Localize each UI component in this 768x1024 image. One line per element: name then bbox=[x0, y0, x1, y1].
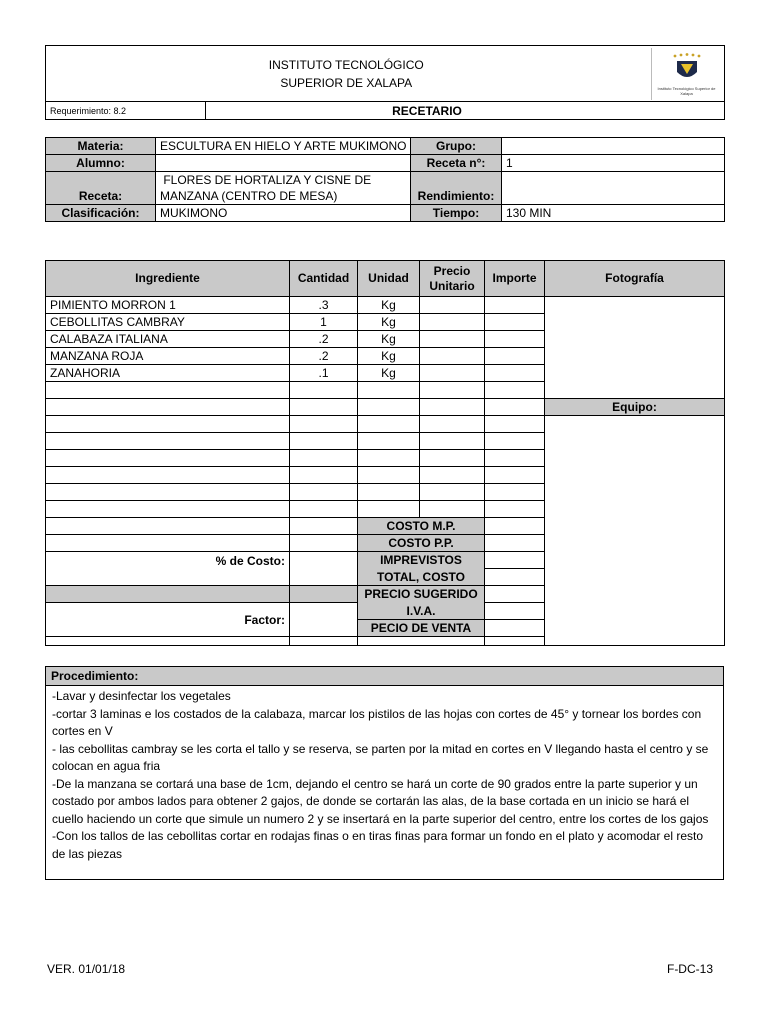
empty-cell[interactable] bbox=[485, 450, 545, 467]
institute-line-2: SUPERIOR DE XALAPA bbox=[280, 75, 413, 90]
empty-cell[interactable] bbox=[290, 433, 358, 450]
total-costo-value[interactable] bbox=[485, 569, 545, 586]
receta-label: Receta: bbox=[46, 172, 156, 205]
empty-cell[interactable] bbox=[358, 433, 420, 450]
procedure-step: -Lavar y desinfectar los vegetales bbox=[52, 689, 231, 703]
imprevistos-label: IMPREVISTOS bbox=[358, 552, 485, 569]
empty-cell[interactable] bbox=[46, 467, 290, 484]
empty-cell[interactable] bbox=[46, 501, 290, 518]
ingredient-amount[interactable] bbox=[485, 314, 545, 331]
procedure-step: -cortar 3 laminas e los costados de la calabaza, marcar los pistilos de las hojas con cortes de 45° y tornear los bordes con cortes en V bbox=[52, 706, 702, 738]
ingredients-table bbox=[45, 260, 725, 646]
empty-cell[interactable] bbox=[420, 501, 485, 518]
empty-cell[interactable] bbox=[290, 382, 358, 399]
ingredient-name[interactable]: MANZANA ROJA bbox=[46, 348, 290, 365]
col-cantidad: Cantidad bbox=[290, 261, 358, 297]
receta-value-line-1: FLORES DE HORTALIZA Y CISNE DE bbox=[160, 173, 372, 187]
empty-cell[interactable] bbox=[485, 484, 545, 501]
empty-cell[interactable] bbox=[290, 518, 358, 535]
empty-cell[interactable] bbox=[420, 467, 485, 484]
empty-cell[interactable] bbox=[290, 416, 358, 433]
form-title: RECETARIO bbox=[206, 102, 725, 120]
empty-cell[interactable] bbox=[420, 416, 485, 433]
shaded-cell bbox=[46, 586, 290, 603]
empty-cell bbox=[485, 637, 545, 646]
empty-cell[interactable] bbox=[46, 382, 290, 399]
institute-name bbox=[46, 46, 647, 102]
costo-mp-label: COSTO M.P. bbox=[358, 518, 485, 535]
equipo-label: Equipo: bbox=[545, 399, 725, 416]
rendimiento-label: Rendimiento: bbox=[411, 172, 502, 205]
costo-mp-value[interactable] bbox=[485, 518, 545, 535]
costo-pp-value[interactable] bbox=[485, 535, 545, 552]
rendimiento-value[interactable] bbox=[502, 172, 725, 205]
empty-cell[interactable] bbox=[420, 399, 485, 416]
procedure-step: - las cebollitas cambray se les corta el tallo y se reserva, se parten por la mitad en cortes en V llegando hasta el centro y se colocan en agua fria bbox=[52, 741, 709, 773]
table-header-row bbox=[46, 261, 725, 297]
empty-cell[interactable] bbox=[485, 433, 545, 450]
empty-cell[interactable] bbox=[420, 484, 485, 501]
empty-cell[interactable] bbox=[420, 433, 485, 450]
ingredient-quantity[interactable]: .1 bbox=[290, 365, 358, 382]
version-footer: VER. 01/01/18 bbox=[47, 962, 126, 976]
total-costo-label: TOTAL, COSTO bbox=[358, 569, 485, 586]
empty-cell[interactable] bbox=[46, 484, 290, 501]
receta-n-label: Receta n°: bbox=[411, 155, 502, 172]
clasificacion-label: Clasificación: bbox=[46, 205, 156, 222]
ingredient-unit[interactable]: Kg bbox=[358, 365, 420, 382]
ingredient-name[interactable]: CEBOLLITAS CAMBRAY bbox=[46, 314, 290, 331]
empty-cell[interactable] bbox=[46, 416, 290, 433]
ingredient-quantity[interactable]: 1 bbox=[290, 314, 358, 331]
empty-cell[interactable] bbox=[46, 518, 290, 535]
empty-cell[interactable] bbox=[46, 450, 290, 467]
empty-cell[interactable] bbox=[485, 501, 545, 518]
procedure-step: -Con los tallos de las cebollitas cortar en rodajas finas o en tiras finas para formar un fondo en el plato y acomodar el resto de las piezas bbox=[52, 829, 704, 861]
grupo-value[interactable] bbox=[502, 138, 725, 155]
empty-cell[interactable] bbox=[485, 416, 545, 433]
ingredient-amount[interactable] bbox=[485, 348, 545, 365]
tiempo-label: Tiempo: bbox=[411, 205, 502, 222]
table-row bbox=[46, 416, 725, 433]
ingredient-unit[interactable]: Kg bbox=[358, 297, 420, 314]
grupo-label: Grupo: bbox=[411, 138, 502, 155]
shaded-cell bbox=[290, 586, 358, 603]
empty-cell[interactable] bbox=[358, 399, 420, 416]
ingredient-name[interactable]: CALABAZA ITALIANA bbox=[46, 331, 290, 348]
alumno-label: Alumno: bbox=[46, 155, 156, 172]
procedure-label: Procedimiento: bbox=[46, 667, 723, 686]
table-row bbox=[46, 297, 725, 314]
ingredient-amount[interactable] bbox=[485, 365, 545, 382]
empty-cell[interactable] bbox=[290, 484, 358, 501]
ingredient-name[interactable]: ZANAHORIA bbox=[46, 365, 290, 382]
institute-line-1: INSTITUTO TECNOLÓGICO bbox=[268, 57, 424, 72]
empty-cell[interactable] bbox=[290, 450, 358, 467]
ingredient-price[interactable] bbox=[420, 331, 485, 348]
logo-cell bbox=[647, 46, 725, 102]
empty-cell[interactable] bbox=[420, 382, 485, 399]
iva-label: I.V.A. bbox=[358, 603, 485, 620]
col-importe: Importe bbox=[485, 261, 545, 297]
institute-logo bbox=[651, 48, 722, 100]
ingredient-unit[interactable]: Kg bbox=[358, 314, 420, 331]
materia-label: Materia: bbox=[46, 138, 156, 155]
imprevistos-value[interactable] bbox=[485, 552, 545, 569]
empty-cell[interactable] bbox=[46, 399, 290, 416]
photo-area[interactable] bbox=[545, 297, 725, 399]
col-unidad: Unidad bbox=[358, 261, 420, 297]
ingredient-quantity[interactable]: .2 bbox=[290, 348, 358, 365]
tiempo-value[interactable]: 130 MIN bbox=[502, 205, 725, 222]
empty-cell[interactable] bbox=[358, 484, 420, 501]
precio-sugerido-label: PRECIO SUGERIDO bbox=[358, 586, 485, 603]
equipo-area[interactable] bbox=[545, 416, 725, 646]
receta-value[interactable] bbox=[156, 172, 411, 205]
empty-cell[interactable] bbox=[290, 535, 358, 552]
ingredient-name[interactable]: PIMIENTO MORRON 1 bbox=[46, 297, 290, 314]
empty-cell[interactable] bbox=[358, 382, 420, 399]
empty-cell[interactable] bbox=[290, 467, 358, 484]
procedure-text[interactable] bbox=[46, 686, 723, 879]
ingredient-price[interactable] bbox=[420, 297, 485, 314]
document-header bbox=[45, 45, 725, 120]
empty-cell[interactable] bbox=[46, 535, 290, 552]
empty-cell[interactable] bbox=[358, 501, 420, 518]
col-precio-unitario: Precio Unitario bbox=[420, 261, 485, 297]
crest-icon bbox=[667, 52, 707, 86]
empty-cell[interactable] bbox=[358, 450, 420, 467]
empty-cell bbox=[290, 637, 358, 646]
empty-cell[interactable] bbox=[358, 467, 420, 484]
costo-pp-label: COSTO P.P. bbox=[358, 535, 485, 552]
empty-cell[interactable] bbox=[290, 399, 358, 416]
ingredient-amount[interactable] bbox=[485, 331, 545, 348]
clasificacion-value[interactable]: MUKIMONO bbox=[156, 205, 411, 222]
table-row bbox=[46, 399, 725, 416]
empty-cell[interactable] bbox=[485, 467, 545, 484]
procedure-step: -De la manzana se cortará una base de 1cm, dejando el centro se hará un corte de 90 grados entre la parte superior y un costado por ambos lados para obtener 2 gajos, de donde se cortarán las alas, de la base cortada en un inicio se hará el cuello haciendo un corte que simule un numero 2 y se insertará en la parte superior del centro, entre los cortes de los gajos bbox=[52, 776, 709, 826]
ingredient-quantity[interactable]: .2 bbox=[290, 331, 358, 348]
ingredient-price[interactable] bbox=[420, 314, 485, 331]
receta-value-line-2: MANZANA (CENTRO DE MESA) bbox=[160, 189, 338, 203]
factor-label: Factor: bbox=[46, 603, 290, 637]
alumno-value[interactable] bbox=[156, 155, 411, 172]
ingredient-unit[interactable]: Kg bbox=[358, 331, 420, 348]
ingredient-price[interactable] bbox=[420, 365, 485, 382]
col-fotografia: Fotografía bbox=[545, 261, 725, 297]
requirement-field: Requerimiento: 8.2 bbox=[46, 102, 206, 120]
ingredient-amount[interactable] bbox=[485, 297, 545, 314]
ingredient-quantity[interactable]: .3 bbox=[290, 297, 358, 314]
ingredient-price[interactable] bbox=[420, 348, 485, 365]
recipe-info-table bbox=[45, 137, 725, 222]
empty-cell bbox=[46, 637, 290, 646]
empty-cell[interactable] bbox=[358, 416, 420, 433]
iva-value[interactable] bbox=[485, 603, 545, 620]
empty-cell[interactable] bbox=[485, 382, 545, 399]
precio-sugerido-value[interactable] bbox=[485, 586, 545, 603]
pct-costo-value[interactable] bbox=[290, 552, 358, 586]
empty-cell[interactable] bbox=[290, 501, 358, 518]
materia-value[interactable]: ESCULTURA EN HIELO Y ARTE MUKIMONO bbox=[156, 138, 411, 155]
col-ingrediente: Ingrediente bbox=[46, 261, 290, 297]
receta-n-value[interactable]: 1 bbox=[502, 155, 725, 172]
ingredient-unit[interactable]: Kg bbox=[358, 348, 420, 365]
empty-cell[interactable] bbox=[485, 399, 545, 416]
pct-costo-label: % de Costo: bbox=[46, 552, 290, 586]
empty-cell[interactable] bbox=[46, 433, 290, 450]
form-code-footer: F-DC-13 bbox=[666, 962, 713, 976]
precio-venta-value[interactable] bbox=[485, 620, 545, 637]
empty-cell bbox=[358, 637, 485, 646]
logo-caption: Instituto Tecnológico Superior de Xalapa bbox=[657, 85, 716, 96]
factor-value[interactable] bbox=[290, 603, 358, 637]
empty-cell[interactable] bbox=[420, 450, 485, 467]
precio-venta-label: PECIO DE VENTA bbox=[358, 620, 485, 637]
procedure-section bbox=[45, 666, 724, 880]
